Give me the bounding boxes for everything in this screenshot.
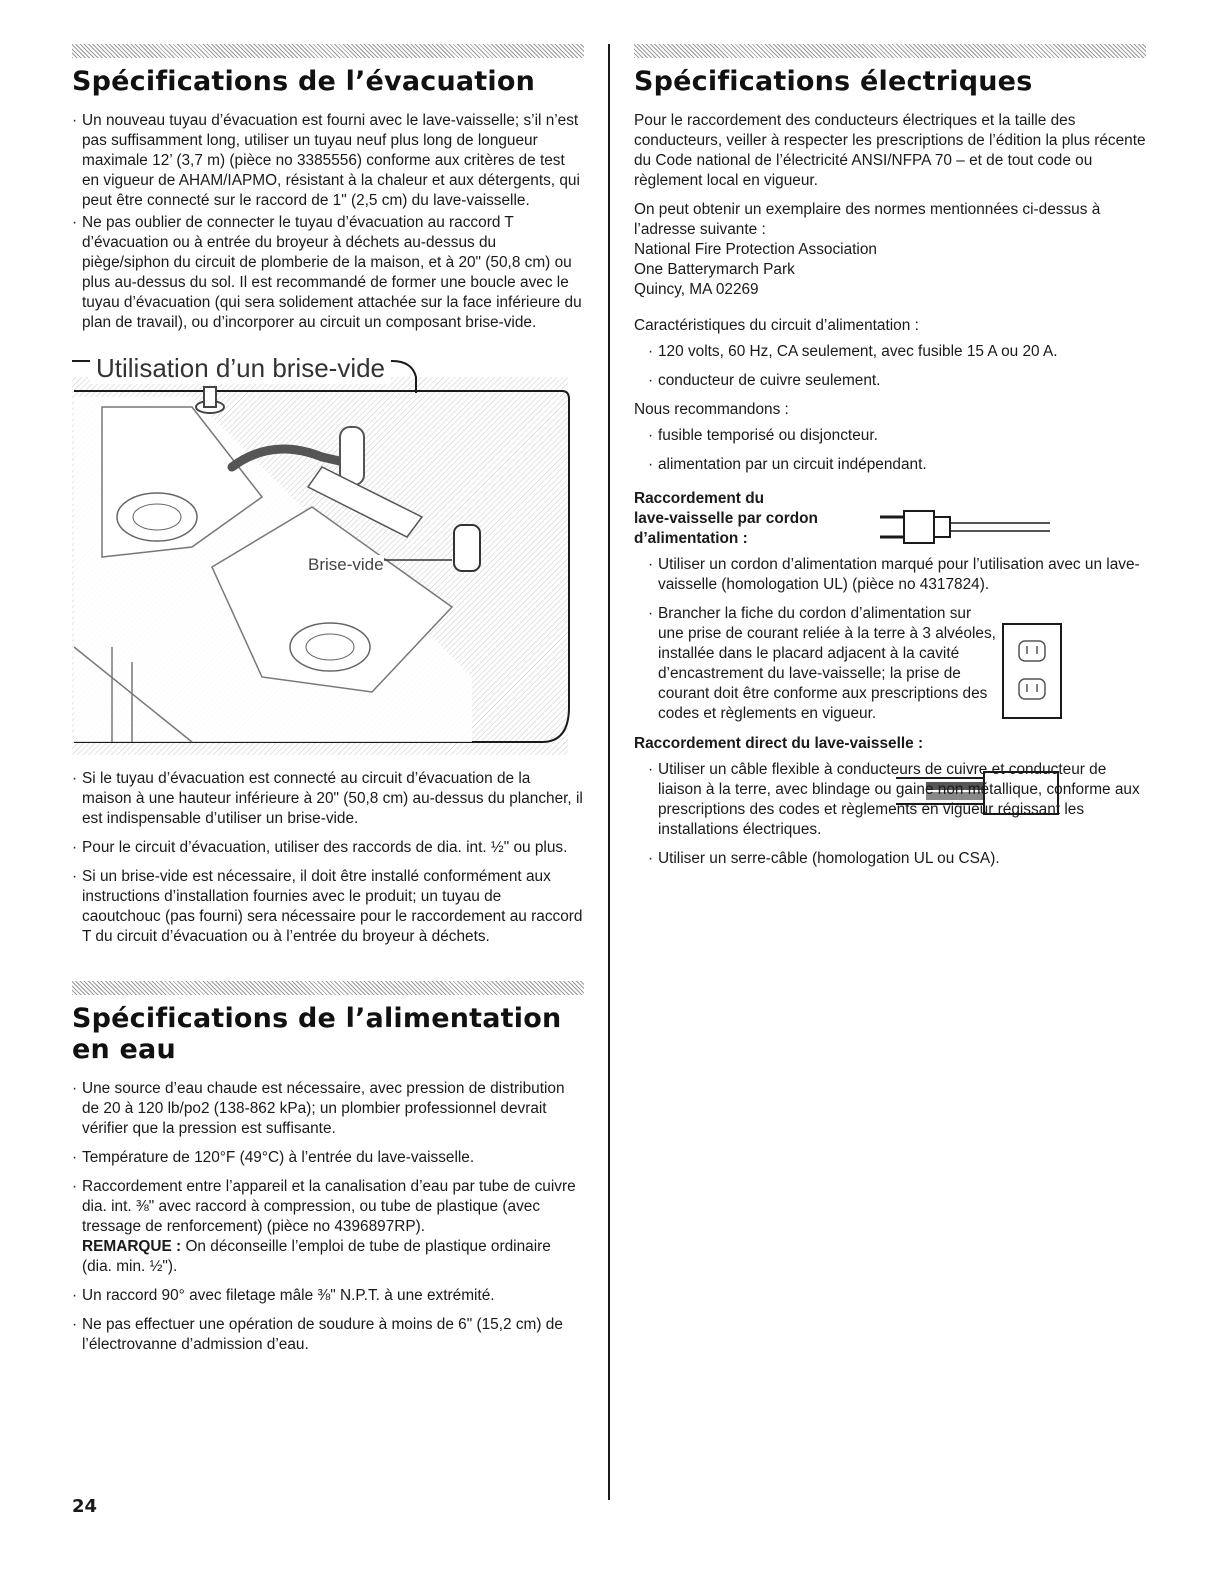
list-item: · Utiliser un câble flexible à conducteurs de cuivre et conducteur de liaison à la terre, avec blindage ou gaine non métallique, conforme aux prescriptions des codes et règlements en vigueur régissant les installations électriques.	[634, 760, 1146, 840]
intro-paragraph: Pour le raccordement des conducteurs électriques et la taille des conducteurs, veiller à respecter les prescriptions de l’édition la plus récente du Code national de l’électricité ANSI/NFPA 70 – et de tout code ou règlement local en vigueur.	[634, 112, 1146, 189]
direct-section	[634, 734, 1146, 869]
remark-text: On déconseille l’emploi de tube de plastique ordinaire (dia. min. ½").	[82, 1238, 551, 1275]
list-item: · Si un brise-vide est nécessaire, il doit être installé conformément aux instructions d’installation fournies avec le produit; un tuyau de caoutchouc (pas fourni) sera nécessaire pour le raccordement au raccord T du circuit d’évacuation ou à l’entrée du broyeur à déchets.	[72, 867, 584, 947]
direct-list	[634, 760, 1146, 869]
supply-list	[634, 342, 1146, 391]
list-item: · Si le tuyau d’évacuation est connecté au circuit d’évacuation de la maison à une hauteur inférieure à 20" (50,8 cm) au-dessus du plancher, il est indispensable d’utiliser un brise-vide.	[72, 769, 584, 829]
air-gap-callout: Brise-vide	[308, 555, 384, 574]
list-item	[72, 1177, 584, 1277]
list-item: · Un nouveau tuyau d’évacuation est fourni avec le lave-vaisselle; s’il n’est pas suffisamment long, utiliser un tuyau neuf plus long de longueur maximale 12’ (3,7 m) (pièce no 3385556) conforme aux critères de test en vigueur de AHAM/IAPMO, résistant à la chaleur et aux détergents, qui peut être connecté sur le raccord de 1" (2,5 cm) du lave-vaisselle.	[72, 111, 584, 211]
list-item: · Température de 120°F (49°C) à l’entrée du lave-vaisselle.	[72, 1148, 584, 1168]
power-plug-icon	[874, 505, 1054, 549]
drain-list-2	[72, 769, 584, 947]
electrical-heading: Spécifications électriques	[634, 66, 1033, 97]
direct-heading: Raccordement direct du lave-vaisselle :	[634, 735, 924, 752]
address-line: Quincy, MA 02269	[634, 281, 759, 298]
column-divider	[608, 44, 610, 1500]
list-item: · 120 volts, 60 Hz, CA seulement, avec fusible 15 A ou 20 A.	[634, 342, 1146, 362]
cord-heading: Raccordement du	[634, 490, 764, 507]
recommend-intro: Nous recommandons :	[634, 401, 789, 418]
page-number: 24	[72, 1496, 98, 1517]
cord-section	[634, 489, 1146, 724]
list-item: · Ne pas oublier de connecter le tuyau d’évacuation au raccord T d’évacuation ou à entrée du broyeur à déchets au-dessus du piège/siphon du circuit de plomberie de la maison, et à 20" (50,8 cm) ou plus au-dessus du sol. Il est recommandé de former une boucle avec le tuyau d’évacuation (qui sera solidement attachée sur la face inférieure du plan de travail), ou d’incorporer au circuit un composant brise-vide.	[72, 213, 584, 333]
left-column	[72, 44, 584, 1364]
air-gap-illustration	[72, 347, 570, 757]
cord-list	[634, 555, 1146, 724]
cord-heading: lave-vaisselle par cordon	[634, 510, 818, 527]
address-line: One Batterymarch Park	[634, 261, 795, 278]
drain-heading: Spécifications de l’évacuation	[72, 66, 536, 97]
list-item: · alimentation par un circuit indépendant.	[634, 455, 1146, 475]
list-item: · Brancher la fiche du cordon d’alimentation sur une prise de courant reliée à la terre à 3 alvéoles, installée dans le placard adjacent à la cavité d’encastrement du lave-vaisselle; la prise de courant doit être conforme aux prescriptions des codes et règlements en vigueur.	[634, 604, 1146, 724]
list-item: · Pour le circuit d’évacuation, utiliser des raccords de dia. int. ½" ou plus.	[72, 838, 584, 858]
outlet-icon	[1002, 623, 1062, 719]
drain-list	[72, 111, 584, 333]
section-rule	[634, 44, 1146, 58]
list-item: · conducteur de cuivre seulement.	[634, 371, 1146, 391]
figure-title: Utilisation d’un brise-vide	[90, 353, 391, 384]
recommend-list	[634, 426, 1146, 475]
section-rule	[72, 981, 584, 995]
right-column	[634, 44, 1146, 878]
list-item-text: Raccordement entre l’appareil et la canalisation d’eau par tube de cuivre dia. int. ⅜" avec raccord à compression, ou tube de plastique (avec tressage de renforcement) (pièce no 4396897RP).	[82, 1178, 576, 1235]
remark-label: REMARQUE :	[82, 1238, 182, 1255]
list-item: · Un raccord 90° avec filetage mâle ⅜" N.P.T. à une extrémité.	[72, 1286, 584, 1306]
cord-heading: d’alimentation :	[634, 530, 748, 547]
water-heading: Spécifications de l’alimentation en eau	[72, 1003, 562, 1065]
list-item: · Utiliser un serre-câble (homologation UL ou CSA).	[634, 849, 1146, 869]
section-rule	[72, 44, 584, 58]
supply-intro: Caractéristiques du circuit d’alimentation :	[634, 317, 919, 334]
address-line: National Fire Protection Association	[634, 241, 877, 258]
list-item: · Utiliser un cordon d’alimentation marqué pour l’utilisation avec un lave-vaisselle (homologation UL) (pièce no 4317824).	[634, 555, 1146, 595]
sink-drawing	[72, 347, 570, 757]
list-item: · Une source d’eau chaude est nécessaire, avec pression de distribution de 20 à 120 lb/po2 (138-862 kPa); un plombier professionnel devrait vérifier que la pression est suffisante.	[72, 1079, 584, 1139]
list-item: · fusible temporisé ou disjoncteur.	[634, 426, 1146, 446]
water-list	[72, 1079, 584, 1355]
standards-paragraph: On peut obtenir un exemplaire des normes mentionnées ci-dessus à l’adresse suivante :	[634, 201, 1101, 238]
list-item: · Ne pas effectuer une opération de soudure à moins de 6" (15,2 cm) de l’électrovanne d’admission d’eau.	[72, 1315, 584, 1355]
